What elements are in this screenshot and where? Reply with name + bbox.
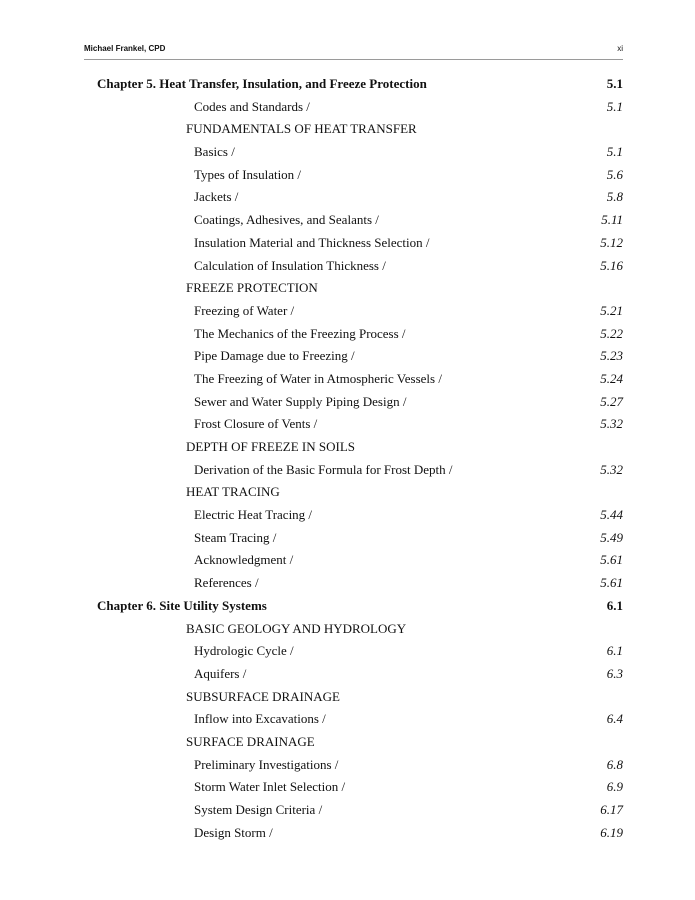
toc-entry-row [0, 799, 695, 822]
toc-chapter-row [0, 595, 695, 618]
toc-entry-title: Storm Water Inlet Selection / [194, 779, 346, 795]
toc-section-title: HEAT TRACING [186, 484, 280, 500]
toc-entry-row [0, 209, 695, 232]
toc-page-number: 5.21 [600, 302, 623, 318]
toc-section-row [0, 731, 695, 754]
running-header [84, 44, 623, 58]
toc-entry-title: Types of Insulation / [194, 166, 302, 182]
toc-entry-title: Aquifers / [194, 665, 247, 681]
toc-section-row [0, 618, 695, 641]
toc-entry-row [0, 527, 695, 550]
toc-page-number: 5.11 [601, 212, 623, 228]
toc-entry-row [0, 776, 695, 799]
toc-entry-row [0, 96, 695, 119]
table-of-contents [0, 73, 695, 844]
toc-entry-title: References / [194, 575, 259, 591]
toc-section-title: FREEZE PROTECTION [186, 280, 318, 296]
toc-entry-title: Preliminary Investigations / [194, 756, 339, 772]
toc-section-title: SURFACE DRAINAGE [186, 733, 315, 749]
toc-page-number: 5.27 [600, 393, 623, 409]
toc-entry-title: Electric Heat Tracing / [194, 507, 313, 523]
toc-entry-title: Steam Tracing / [194, 529, 277, 545]
toc-entry-row [0, 754, 695, 777]
toc-page-number: 5.1 [606, 76, 623, 91]
toc-page-number: 6.1 [606, 597, 623, 613]
toc-entry-title: The Freezing of Water in Atmospheric Vessels / [194, 370, 442, 386]
header-author: Michael Frankel, CPD [84, 44, 166, 53]
toc-entry-title: Insulation Material and Thickness Selection / [194, 234, 430, 250]
toc-entry-title: Freezing of Water / [194, 302, 295, 318]
toc-page-number: 5.1 [606, 98, 623, 114]
toc-section-row [0, 481, 695, 504]
toc-entry-row [0, 186, 695, 209]
toc-section-title: BASIC GEOLOGY AND HYDROLOGY [186, 620, 407, 636]
toc-section-row [0, 436, 695, 459]
toc-section-row [0, 118, 695, 141]
toc-entry-row [0, 459, 695, 482]
toc-entry-title: Basics / [194, 144, 235, 160]
toc-page-number: 6.1 [606, 643, 623, 659]
toc-entry-row [0, 164, 695, 187]
toc-page-number: 6.9 [606, 779, 623, 795]
toc-page-number: 5.1 [606, 144, 623, 160]
toc-page-number: 5.44 [600, 507, 623, 523]
toc-entry-row [0, 822, 695, 845]
toc-entry-row [0, 323, 695, 346]
toc-chapter-title: Chapter 6. Site Utility Systems [97, 597, 267, 613]
toc-page-number: 6.4 [606, 711, 623, 727]
toc-chapter-title: Chapter 5. Heat Transfer, Insulation, and Freeze Protection [97, 76, 427, 91]
toc-entry-title: Jackets / [194, 189, 239, 205]
toc-entry-row [0, 413, 695, 436]
toc-entry-row [0, 345, 695, 368]
toc-entry-title: Acknowledgment / [194, 552, 294, 568]
toc-entry-title: Sewer and Water Supply Piping Design / [194, 393, 407, 409]
toc-entry-title: Frost Closure of Vents / [194, 416, 318, 432]
toc-entry-row [0, 141, 695, 164]
toc-entry-row [0, 572, 695, 595]
toc-entry-row [0, 504, 695, 527]
toc-page-number: 5.16 [600, 257, 623, 273]
toc-entry-title: Derivation of the Basic Formula for Frost Depth / [194, 461, 453, 477]
toc-entry-title: The Mechanics of the Freezing Process / [194, 325, 406, 341]
toc-entry-row [0, 640, 695, 663]
toc-section-title: FUNDAMENTALS OF HEAT TRANSFER [186, 121, 417, 137]
toc-page-number: 5.8 [606, 189, 623, 205]
toc-page-number: 5.61 [600, 552, 623, 568]
header-page-number: xi [617, 44, 623, 53]
toc-entry-title: Design Storm / [194, 824, 273, 840]
toc-page-number: 5.6 [606, 166, 623, 182]
toc-page-number: 5.24 [600, 370, 623, 386]
toc-page-number: 6.17 [600, 802, 623, 817]
toc-entry-title: Hydrologic Cycle / [194, 643, 294, 659]
toc-entry-title: Calculation of Insulation Thickness / [194, 257, 386, 273]
toc-entry-row [0, 708, 695, 731]
toc-page-number: 6.8 [606, 756, 623, 772]
toc-page-number: 5.32 [600, 461, 623, 477]
toc-page-number: 5.22 [600, 325, 623, 341]
toc-entry-row [0, 232, 695, 255]
toc-page-number: 6.19 [600, 824, 623, 840]
toc-page-number: 5.61 [600, 575, 623, 591]
toc-entry-title: Codes and Standards / [194, 98, 310, 114]
toc-entry-row [0, 549, 695, 572]
toc-page-number: 6.3 [606, 665, 623, 681]
toc-entry-title: Pipe Damage due to Freezing / [194, 348, 355, 364]
header-rule [84, 59, 623, 60]
toc-section-title: DEPTH OF FREEZE IN SOILS [186, 439, 356, 454]
toc-entry-title: System Design Criteria / [194, 802, 323, 817]
toc-page-number: 5.23 [600, 348, 623, 364]
toc-entry-row [0, 300, 695, 323]
toc-entry-title: Coatings, Adhesives, and Sealants / [194, 212, 379, 228]
toc-chapter-row [0, 73, 695, 96]
toc-entry-row [0, 255, 695, 278]
toc-page-number: 5.12 [600, 234, 623, 250]
toc-entry-row [0, 391, 695, 414]
toc-entry-title: Inflow into Excavations / [194, 711, 326, 727]
toc-page-number: 5.32 [600, 416, 623, 432]
toc-section-row [0, 277, 695, 300]
toc-entry-row [0, 368, 695, 391]
toc-page-number: 5.49 [600, 529, 623, 545]
toc-section-title: SUBSURFACE DRAINAGE [186, 688, 340, 704]
toc-entry-row [0, 663, 695, 686]
toc-section-row [0, 686, 695, 709]
